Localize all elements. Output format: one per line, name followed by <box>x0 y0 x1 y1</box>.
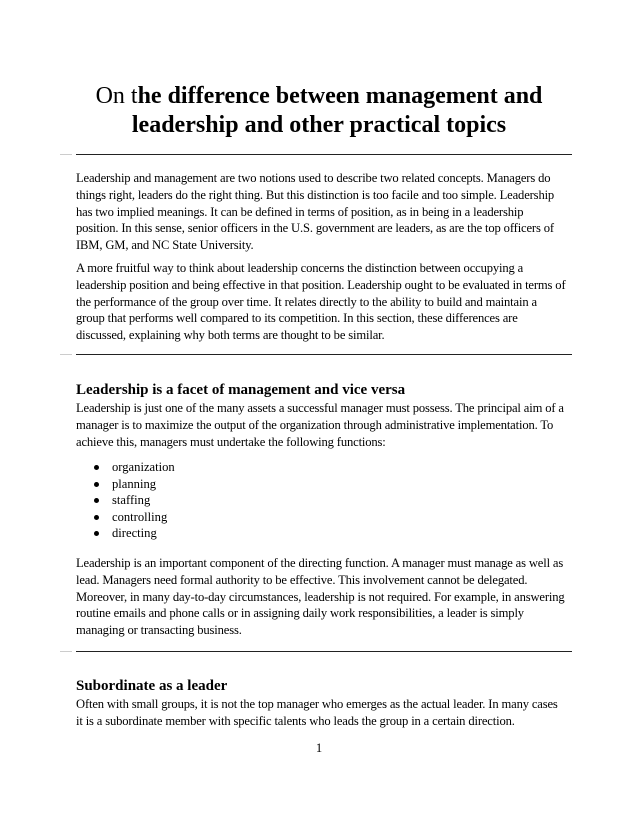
bullet-icon <box>94 498 99 503</box>
divider-rule <box>76 651 572 652</box>
divider-rule <box>76 154 572 155</box>
list-item <box>76 476 376 493</box>
list-item <box>76 525 376 542</box>
title-lead: On t <box>95 83 138 109</box>
page-number: 1 <box>315 741 323 755</box>
list-item-label: organization <box>112 460 175 474</box>
list-item <box>76 459 376 476</box>
section-heading-leadership-facet: Leadership is a facet of management and vice versa <box>76 382 406 398</box>
list-item-label: directing <box>112 526 157 540</box>
divider-rule <box>76 354 572 355</box>
section1-paragraph-1: Leadership is just one of the many assets a successful manager must possess. The principal aim of a manager is to maximize the output of the organization through administrative implementation. To achieve this, managers must undertake the following functions: <box>76 401 564 449</box>
functions-list <box>76 459 376 542</box>
bullet-icon <box>94 531 99 536</box>
list-item-label: staffing <box>112 493 151 507</box>
page-title <box>60 82 578 140</box>
intro-paragraph-2: A more fruitful way to think about leadership concerns the distinction between occupying a leadership position and being effective in that position. Leadership ought to be evaluated in terms of the performance of the group over time. It relates directly to the ability to build and maintain a group that performs well compared to its competition. In this section, these differences are discussed, explaining why both terms are thought to be similar. <box>76 261 566 343</box>
section2-paragraph-1: Often with small groups, it is not the top manager who emerges as the actual leader. In many cases it is a subordinate member with specific talents who leads the group in a certain direction. <box>76 697 558 728</box>
list-item <box>76 509 376 526</box>
list-item <box>76 492 376 509</box>
section1-paragraph-2: Leadership is an important component of the directing function. A manager must manage as well as lead. Managers need formal authority to be effective. This involvement cannot be delegated. Moreover, in many day-to-day circumstances, leadership is not required. For example, in answering routine emails and phone calls or in assigning daily work responsibilities, a leader is simply managing or transacting business. <box>76 556 565 638</box>
title-rest: he difference between management and leadership and other practical topics <box>131 83 543 138</box>
intro-paragraph-1: Leadership and management are two notions used to describe two related concepts. Managers do things right, leaders do the right thing. But this distinction is too facile and too simple. Leadership has two implied meanings. It can be defined in terms of position, as in being in a leadership position. In this sense, senior officers in the U.S. government are leaders, as are the top officers of IBM, GM, and NC State University. <box>76 171 555 253</box>
list-item-label: planning <box>112 476 157 491</box>
bullet-icon <box>94 465 99 470</box>
bullet-icon <box>94 515 99 520</box>
list-item-label: controlling <box>112 509 168 524</box>
section-heading-subordinate-leader: Subordinate as a leader <box>76 678 228 694</box>
bullet-icon <box>94 482 99 487</box>
